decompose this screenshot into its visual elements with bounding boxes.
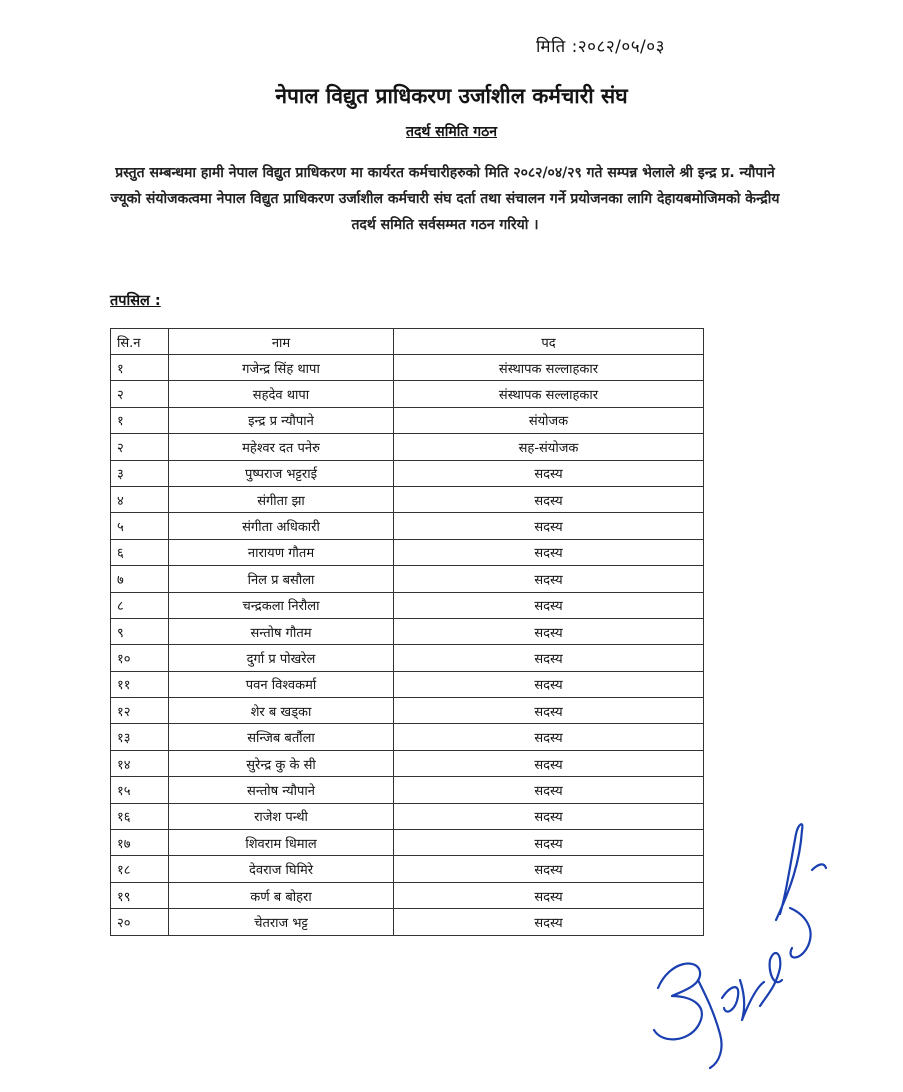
table-row [111,566,704,592]
table-header-row [111,329,704,355]
subtitle-text: तदर्थ समिति गठन [406,124,497,140]
row-name: चेतराज भट्ट [169,909,394,935]
table-row [111,355,704,381]
row-serial: १२ [111,698,169,724]
row-name: गजेन्द्र सिंह थापा [169,355,394,381]
row-name: राजेश पन्थी [169,803,394,829]
row-post: सदस्य [394,830,704,856]
row-serial: १७ [111,830,169,856]
table-row [111,381,704,407]
table-row [111,856,704,882]
row-serial: १६ [111,803,169,829]
table-row [111,909,704,935]
row-name: कर्ण ब बोहरा [169,882,394,908]
row-name: संगीता अधिकारी [169,513,394,539]
row-post: सदस्य [394,803,704,829]
table-row [111,777,704,803]
row-name: शेर ब खड्का [169,698,394,724]
table-row [111,407,704,433]
table-row [111,592,704,618]
row-post: सदस्य [394,566,704,592]
row-post: सदस्य [394,592,704,618]
section-label [110,290,161,310]
row-serial: १ [111,407,169,433]
table-row [111,724,704,750]
member-table [110,328,704,936]
table-row [111,830,704,856]
row-post: सदस्य [394,777,704,803]
row-serial: ५ [111,513,169,539]
table-row [111,434,704,460]
row-name: सन्तोष न्यौपाने [169,777,394,803]
table-row [111,486,704,512]
table-row [111,750,704,776]
table-body [111,355,704,936]
table-row [111,882,704,908]
table-row [111,698,704,724]
row-post: सदस्य [394,513,704,539]
row-post: सह-संयोजक [394,434,704,460]
row-name: संगीता झा [169,486,394,512]
document-subtitle [0,122,903,141]
table-row [111,513,704,539]
row-name: पवन विश्वकर्मा [169,671,394,697]
row-name: दुर्गा प्र पोखरेल [169,645,394,671]
row-serial: २ [111,381,169,407]
row-serial: ६ [111,539,169,565]
header-serial: सि.न [111,329,169,355]
header-post: पद [394,329,704,355]
row-serial: १५ [111,777,169,803]
row-post: सदस्य [394,539,704,565]
row-name: इन्द्र प्र न्यौपाने [169,407,394,433]
row-post: सदस्य [394,909,704,935]
row-serial: २० [111,909,169,935]
row-post: सदस्य [394,460,704,486]
section-label-text: तपसिल : [110,293,161,309]
row-post: संयोजक [394,407,704,433]
table-row [111,460,704,486]
document-date: मिति :२०८२/०५/०३ [536,37,665,57]
row-serial: १४ [111,750,169,776]
row-post: संस्थापक सल्लाहकार [394,381,704,407]
row-post: सदस्य [394,645,704,671]
row-name: पुष्पराज भट्टराई [169,460,394,486]
row-serial: ३ [111,460,169,486]
header-name: नाम [169,329,394,355]
row-post: सदस्य [394,750,704,776]
row-post: सदस्य [394,618,704,644]
row-serial: ११ [111,671,169,697]
document-title: नेपाल विद्युत प्राधिकरण उर्जाशील कर्मचारी संघ [275,84,628,108]
row-name: देवराज घिमिरे [169,856,394,882]
row-post: सदस्य [394,882,704,908]
row-post: सदस्य [394,856,704,882]
row-name: चन्द्रकला निरौला [169,592,394,618]
handwritten-signature [640,810,840,1080]
table-row [111,803,704,829]
row-name: शिवराम धिमाल [169,830,394,856]
row-post: सदस्य [394,724,704,750]
row-serial: १३ [111,724,169,750]
table-row [111,645,704,671]
row-name: सहदेव थापा [169,381,394,407]
row-post: सदस्य [394,671,704,697]
row-post: संस्थापक सल्लाहकार [394,355,704,381]
body-paragraph: प्रस्तुत सम्बन्धमा हामी नेपाल विद्युत प्राधिकरण मा कार्यरत कर्मचारीहरुको मिति २०८२/०४/२९ गते सम्पन्न भेलाले श्री इन्द्र प्र. न्यौपाने ज्यूको संयोजकत्वमा नेपाल विद्युत प्राधिकरण उर्जाशील कर्मचारी संघ दर्ता तथा संचालन गर्ने प्रयोजनका लागि देहायबमोजिमको केन्द्रीय तदर्थ समिति सर्वसम्मत गठन गरियो । [110,165,780,233]
row-name: नारायण गौतम [169,539,394,565]
row-serial: २ [111,434,169,460]
row-serial: ७ [111,566,169,592]
table-row [111,618,704,644]
row-serial: १० [111,645,169,671]
row-serial: १८ [111,856,169,882]
row-name: सुरेन्द्र कु के सी [169,750,394,776]
table-row [111,539,704,565]
row-serial: ४ [111,486,169,512]
row-post: सदस्य [394,486,704,512]
row-name: महेश्वर दत पनेरु [169,434,394,460]
row-name: सन्तोष गौतम [169,618,394,644]
row-serial: ९ [111,618,169,644]
row-name: सन्जिब बर्तौला [169,724,394,750]
row-serial: १९ [111,882,169,908]
row-serial: १ [111,355,169,381]
row-name: निल प्र बसौला [169,566,394,592]
row-post: सदस्य [394,698,704,724]
table-row [111,671,704,697]
row-serial: ८ [111,592,169,618]
